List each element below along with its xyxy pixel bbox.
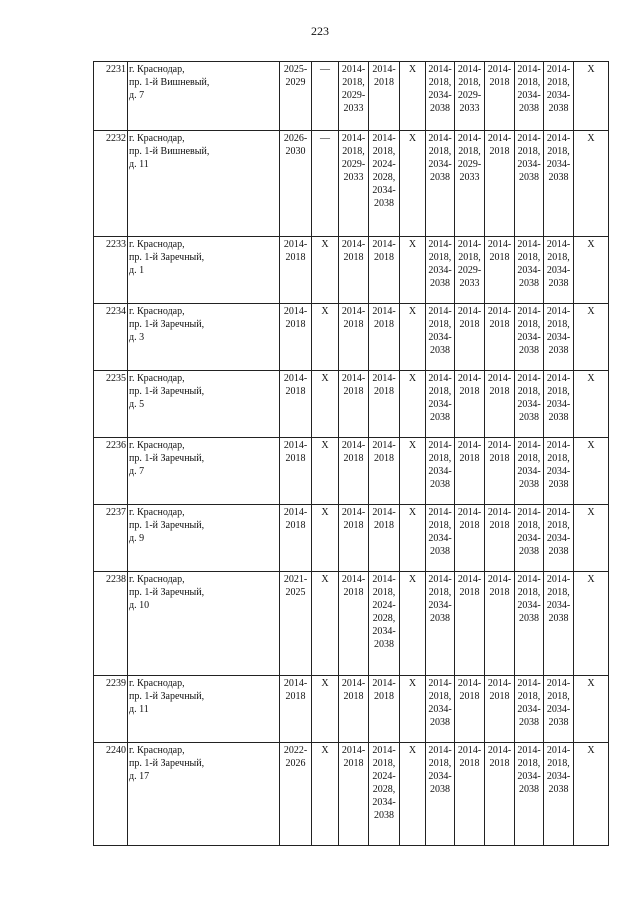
cell: 2014- 2018 [369, 237, 400, 304]
cell: 2014- 2018, 2034- 2038 [544, 304, 574, 371]
cell: X [400, 438, 426, 505]
cell: X [312, 304, 339, 371]
table-row [94, 237, 609, 304]
row-number: 2234 [94, 304, 128, 371]
address-cell: г. Краснодар, пр. 1-й Вишневый, д. 7 [128, 62, 280, 131]
table-row [94, 62, 609, 131]
cell: 2014- 2018 [339, 505, 369, 572]
cell: 2026- 2030 [280, 131, 312, 237]
address-cell: г. Краснодар, пр. 1-й Заречный, д. 1 [128, 237, 280, 304]
row-number: 2231 [94, 62, 128, 131]
cell: 2014- 2018, 2034- 2038 [515, 371, 544, 438]
cell: 2014- 2018 [339, 371, 369, 438]
cell: 2014- 2018, 2034- 2038 [515, 304, 544, 371]
cell: 2014- 2018 [455, 505, 485, 572]
cell: 2022- 2026 [280, 743, 312, 846]
cell: 2014- 2018, 2034- 2038 [544, 676, 574, 743]
cell: 2014- 2018 [369, 371, 400, 438]
cell: X [400, 371, 426, 438]
cell: 2014- 2018 [339, 676, 369, 743]
address-cell: г. Краснодар, пр. 1-й Заречный, д. 5 [128, 371, 280, 438]
cell: 2014- 2018 [339, 743, 369, 846]
cell: 2014- 2018 [485, 438, 515, 505]
row-number: 2232 [94, 131, 128, 237]
cell: X [574, 371, 609, 438]
cell: 2014- 2018, 2034- 2038 [544, 743, 574, 846]
cell: — [312, 131, 339, 237]
cell: 2014- 2018 [485, 743, 515, 846]
cell: 2014- 2018, 2034- 2038 [426, 438, 455, 505]
cell: 2014- 2018 [455, 676, 485, 743]
cell: 2014- 2018 [455, 743, 485, 846]
cell: 2014- 2018 [339, 572, 369, 676]
cell: 2021- 2025 [280, 572, 312, 676]
cell: X [312, 438, 339, 505]
cell: 2014- 2018, 2024- 2028, 2034- 2038 [369, 572, 400, 676]
cell: 2014- 2018 [280, 438, 312, 505]
cell: 2014- 2018, 2034- 2038 [426, 371, 455, 438]
cell: X [312, 237, 339, 304]
cell: 2014- 2018, 2034- 2038 [515, 505, 544, 572]
cell: 2014- 2018, 2034- 2038 [515, 237, 544, 304]
cell: 2014- 2018 [485, 505, 515, 572]
cell: 2014- 2018 [280, 371, 312, 438]
cell: X [574, 676, 609, 743]
cell: 2014- 2018 [369, 438, 400, 505]
row-number: 2236 [94, 438, 128, 505]
table-row [94, 505, 609, 572]
cell: X [400, 505, 426, 572]
cell: 2014- 2018 [455, 304, 485, 371]
table-row [94, 572, 609, 676]
address-cell: г. Краснодар, пр. 1-й Вишневый, д. 11 [128, 131, 280, 237]
cell: X [312, 371, 339, 438]
cell: 2014- 2018 [280, 304, 312, 371]
cell: 2014- 2018, 2034- 2038 [426, 572, 455, 676]
cell: 2014- 2018, 2034- 2038 [515, 572, 544, 676]
cell: 2014- 2018 [280, 676, 312, 743]
cell: 2014- 2018 [485, 304, 515, 371]
cell: 2014- 2018, 2029- 2033 [455, 237, 485, 304]
cell: 2014- 2018 [339, 438, 369, 505]
row-number: 2238 [94, 572, 128, 676]
cell: 2014- 2018, 2034- 2038 [515, 131, 544, 237]
cell: 2014- 2018, 2024- 2028, 2034- 2038 [369, 743, 400, 846]
table-row [94, 304, 609, 371]
cell: X [400, 304, 426, 371]
address-cell: г. Краснодар, пр. 1-й Заречный, д. 9 [128, 505, 280, 572]
cell: 2014- 2018, 2029- 2033 [455, 62, 485, 131]
cell: X [574, 62, 609, 131]
row-number: 2233 [94, 237, 128, 304]
address-cell: г. Краснодар, пр. 1-й Заречный, д. 7 [128, 438, 280, 505]
cell: 2014- 2018, 2034- 2038 [544, 505, 574, 572]
cell: 2014- 2018, 2034- 2038 [426, 304, 455, 371]
cell: X [574, 237, 609, 304]
cell: X [400, 743, 426, 846]
cell: X [574, 438, 609, 505]
cell: 2014- 2018 [455, 572, 485, 676]
cell: X [574, 572, 609, 676]
cell: 2014- 2018 [339, 304, 369, 371]
cell: 2014- 2018, 2034- 2038 [544, 438, 574, 505]
cell: X [400, 62, 426, 131]
cell: 2014- 2018 [369, 304, 400, 371]
table-row [94, 131, 609, 237]
cell: X [400, 572, 426, 676]
cell: 2014- 2018, 2029- 2033 [339, 62, 369, 131]
cell: 2014- 2018, 2034- 2038 [515, 676, 544, 743]
cell: — [312, 62, 339, 131]
data-table [93, 61, 609, 846]
row-number: 2239 [94, 676, 128, 743]
cell: 2014- 2018 [339, 237, 369, 304]
cell: 2014- 2018 [455, 371, 485, 438]
cell: 2014- 2018, 2034- 2038 [426, 505, 455, 572]
table-row [94, 371, 609, 438]
cell: 2014- 2018, 2034- 2038 [544, 62, 574, 131]
address-cell: г. Краснодар, пр. 1-й Заречный, д. 11 [128, 676, 280, 743]
cell: 2014- 2018 [280, 505, 312, 572]
cell: 2014- 2018 [485, 371, 515, 438]
cell: 2014- 2018 [485, 237, 515, 304]
cell: X [400, 237, 426, 304]
table-row [94, 676, 609, 743]
cell: 2014- 2018, 2034- 2038 [544, 371, 574, 438]
row-number: 2240 [94, 743, 128, 846]
cell: 2014- 2018, 2034- 2038 [426, 676, 455, 743]
cell: 2014- 2018, 2024- 2028, 2034- 2038 [369, 131, 400, 237]
cell: 2014- 2018, 2029- 2033 [455, 131, 485, 237]
cell: 2014- 2018, 2034- 2038 [515, 743, 544, 846]
cell: X [400, 131, 426, 237]
cell: 2014- 2018 [280, 237, 312, 304]
address-cell: г. Краснодар, пр. 1-й Заречный, д. 10 [128, 572, 280, 676]
table-row [94, 438, 609, 505]
cell: 2014- 2018 [369, 505, 400, 572]
cell: X [400, 676, 426, 743]
row-number: 2237 [94, 505, 128, 572]
cell: 2014- 2018, 2034- 2038 [544, 572, 574, 676]
cell: X [312, 676, 339, 743]
cell: 2014- 2018, 2034- 2038 [544, 131, 574, 237]
cell: X [312, 505, 339, 572]
page-number: 223 [311, 24, 329, 38]
cell: 2014- 2018 [485, 572, 515, 676]
address-cell: г. Краснодар, пр. 1-й Заречный, д. 17 [128, 743, 280, 846]
cell: 2014- 2018, 2034- 2038 [426, 237, 455, 304]
cell: 2014- 2018 [485, 62, 515, 131]
cell: X [574, 505, 609, 572]
row-number: 2235 [94, 371, 128, 438]
cell: 2014- 2018 [485, 131, 515, 237]
cell: 2014- 2018, 2034- 2038 [426, 62, 455, 131]
cell: 2014- 2018, 2034- 2038 [426, 743, 455, 846]
cell: 2014- 2018, 2034- 2038 [426, 131, 455, 237]
cell: X [312, 743, 339, 846]
cell: 2025- 2029 [280, 62, 312, 131]
cell: 2014- 2018, 2034- 2038 [515, 438, 544, 505]
cell: 2014- 2018 [485, 676, 515, 743]
table-row [94, 743, 609, 846]
cell: 2014- 2018, 2034- 2038 [544, 237, 574, 304]
cell: X [312, 572, 339, 676]
cell: X [574, 743, 609, 846]
address-cell: г. Краснодар, пр. 1-й Заречный, д. 3 [128, 304, 280, 371]
cell: 2014- 2018, 2034- 2038 [515, 62, 544, 131]
cell: 2014- 2018 [369, 676, 400, 743]
cell: X [574, 304, 609, 371]
cell: 2014- 2018 [455, 438, 485, 505]
cell: 2014- 2018 [369, 62, 400, 131]
cell: 2014- 2018, 2029- 2033 [339, 131, 369, 237]
cell: X [574, 131, 609, 237]
